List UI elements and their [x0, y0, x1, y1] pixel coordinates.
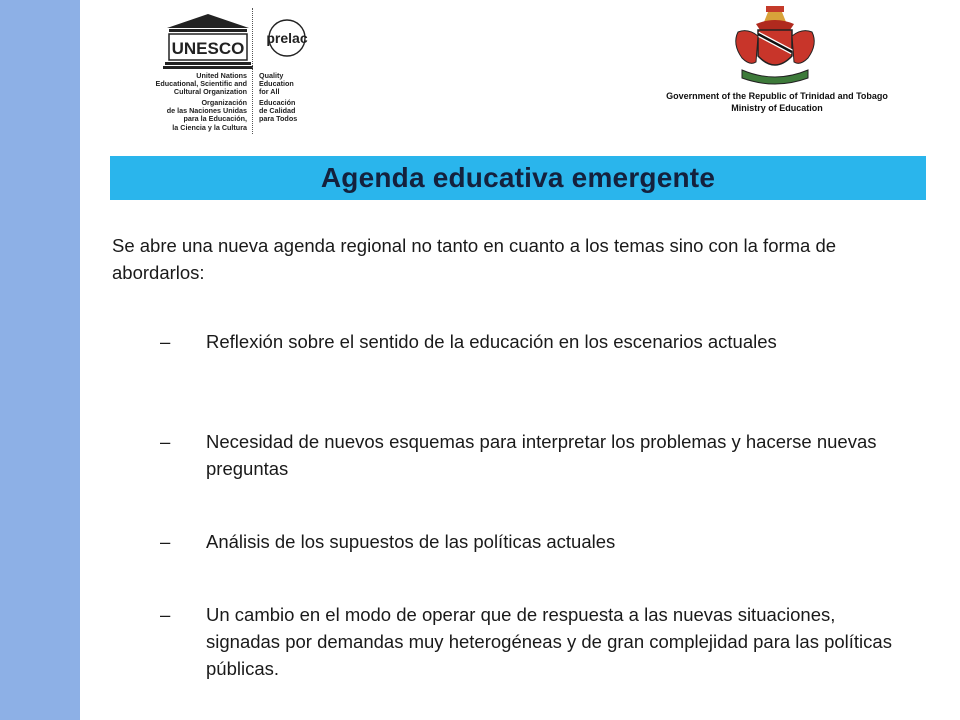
- title-band: [110, 156, 926, 200]
- left-accent-bar: [0, 0, 80, 720]
- bullet-text: Un cambio en el modo de operar que de respuesta a las nuevas situaciones, signadas por demandas muy heterogéneas y de gran complejidad para las políticas públicas.: [206, 604, 892, 679]
- bullet-item: [160, 528, 900, 555]
- bullet-item: [160, 601, 900, 682]
- bullet-text: Análisis de los supuestos de las políticas actuales: [206, 531, 616, 552]
- bullet-list: [160, 328, 900, 682]
- unesco-prelac-logo: [155, 6, 325, 136]
- logo-divider: [252, 8, 253, 134]
- intro-paragraph: Se abre una nueva agenda regional no tanto en cuanto a los temas sino con la forma de abordarlos:: [112, 235, 837, 283]
- government-caption: [620, 90, 934, 114]
- bullet-item: [160, 328, 900, 382]
- coat-of-arms-icon: [728, 4, 822, 90]
- prelac-motto-spanish: Educación de Calidad para Todos: [259, 98, 298, 124]
- government-name: Government of the Republic of Trinidad and Tobago: [666, 91, 888, 101]
- bullet-text: Necesidad de nuevos esquemas para interpretar los problemas y hacerse nuevas preguntas: [206, 431, 877, 479]
- bullet-dash: –: [160, 431, 171, 452]
- prelac-logo: [257, 18, 315, 62]
- prelac-wordmark: prelac: [266, 30, 308, 46]
- prelac-motto-english: Quality Education for All: [259, 71, 294, 97]
- bullet-dash: –: [160, 604, 171, 625]
- bullet-dash: –: [160, 531, 171, 552]
- bullet-text: Reflexión sobre el sentido de la educación en los escenarios actuales: [206, 331, 777, 352]
- unesco-temple-logo: [163, 12, 253, 70]
- ministry-name: Ministry of Education: [731, 103, 823, 113]
- slide-title: Agenda educativa emergente: [320, 162, 716, 193]
- unesco-name-english: United Nations Educational, Scientific and Cultural Organization: [155, 71, 247, 97]
- unesco-name-spanish: Organización de las Naciones Unidas para la Educación, la Ciencia y la Cultura: [166, 98, 247, 132]
- bullet-item: [160, 428, 900, 482]
- bullet-dash: –: [160, 331, 171, 352]
- unesco-wordmark: UNESCO: [171, 39, 245, 58]
